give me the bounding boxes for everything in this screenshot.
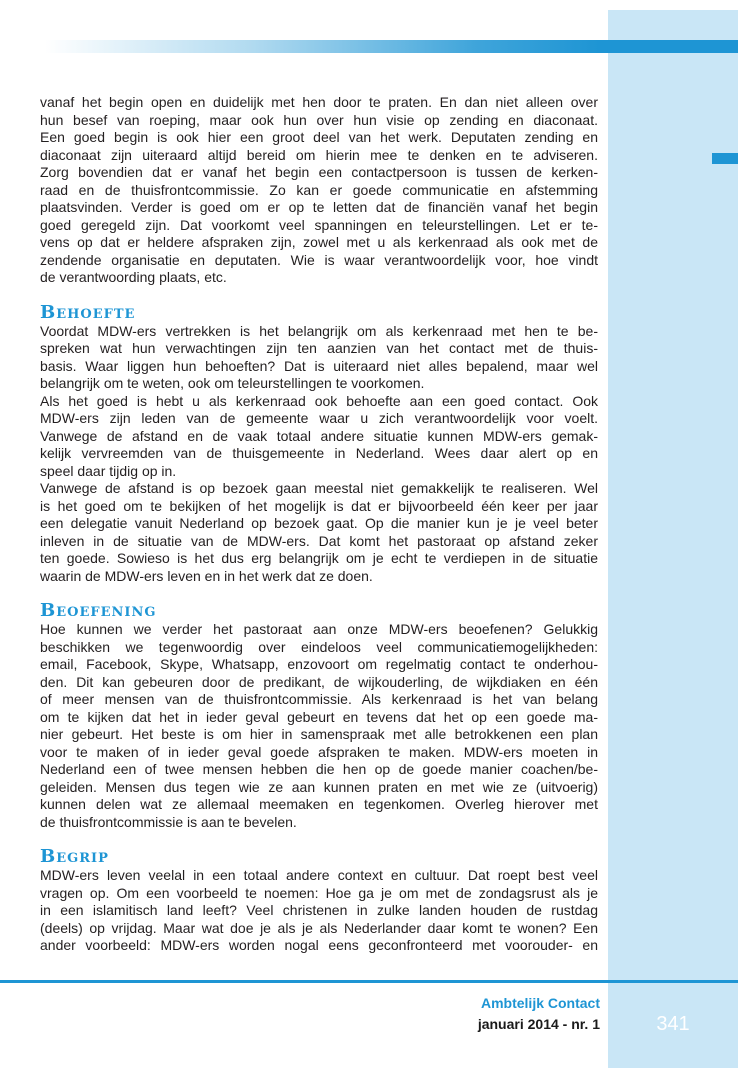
top-accent-bar [45,40,738,53]
body-line: Nederland een of twee mensen hebben die hen op de goede manier coachen/be- [40,761,598,777]
body-line: inleven in de situatie van de MDW-ers. Dat komt het pastoraat op afstand zeker [40,532,598,549]
section-heading: Behoefte [40,301,136,323]
body-line: in een islamitisch land leeft? Veel christenen in zulke landen houden de rustdag [40,902,598,918]
paragraph [40,94,598,287]
body-line: nier gebeurt. Het beste is om hier in samenspraak met alle betrokkenen een plan [40,726,598,742]
body-line: MDW-ers zijn leden van de gemeente waar u zich verantwoordelijk voor voelt. [40,410,598,426]
body-line: plaatsvinden. Verder is goed om er op te letten dat de financiën vanaf het begin [40,199,598,215]
body-line: vens op dat er heldere afspraken zijn, zowel met u als kerkenraad als ook met de [40,234,598,250]
footer-rule [0,980,738,983]
body-line: MDW-ers leven veelal in een totaal andere context en cultuur. Dat roept best veel [40,867,598,883]
margin-tab-marker [712,153,738,164]
body-line: kunnen delen wat ze allemaal meemaken en tegenkomen. Overleg hierover met [40,796,598,812]
body-line: den. Dit kan gebeuren door de predikant, de wijkouderling, de wijkdiaken en één [40,673,598,690]
body-line: om te kijken dat het in ieder geval gebeurt en tevens dat het op een goede ma- [40,708,598,725]
footer-publication-title: Ambtelijk Contact [480,995,600,1011]
body-line: ander voorbeeld: MDW-ers worden nogal eens geconfronteerd met voorouder- en [40,937,598,953]
body-line: speel daar tijdig op in. [40,462,177,479]
body-line: diaconaat zijn uiteraard altijd bereid om hierin mee te denken en te adviseren. [40,146,598,163]
body-line: Vanwege de afstand en de vaak totaal andere situatie kunnen MDW-ers gemak- [40,427,598,444]
body-line: basis. Waar liggen hun behoeften? Dat is uiteraard niet alles bepalend, maar wel [40,357,598,374]
body-line: Zorg bovendien dat er vanaf het begin een contactpersoon is tussen de kerken- [40,164,598,180]
body-line: goed geregeld zijn. Dat voorkomt veel spanningen en teleurstellingen. Let er te- [40,216,598,233]
article-body [40,94,598,955]
body-line: email, Facebook, Skype, Whatsapp, enzovoort om regelmatig contact te onderhou- [40,656,598,672]
body-line: voor te maken of in ieder geval goede afspraken te maken. MDW-ers moeten in [40,743,598,760]
section-heading: Beoefening [40,600,157,621]
body-line: een delegatie vanuit Nederland op bezoek gaat. Op die manier kun je je veel beter [40,515,598,531]
body-line: beschikken we tegenwoordig over eindeloos veel communicatiemogelijkheden: [40,638,598,655]
body-line: Voordat MDW-ers vertrekken is het belangrijk om als kerkenraad met hen te be- [40,322,598,339]
body-line: kelijk vervreemden van de thuisgemeente in Nederland. Wees daar alert op en [40,445,598,461]
body-line: waarin de MDW-ers leven en in het werk dat ze doen. [40,567,373,584]
body-line: belangrijk om te weten, ook om teleurstellingen te voorkomen. [40,375,425,391]
paragraph [40,393,598,481]
body-line: hun besef van roeping, maar ook hun over hun visie op zending en diaconaat. [40,111,598,128]
paragraph [40,480,598,585]
body-line: de verantwoording plaats, etc. [40,269,227,285]
body-line: (deels) op vrijdag. Maar wat doe je als je als Nederlander daar komt te wonen? Een [40,919,598,936]
paragraph [40,621,598,831]
body-line: geleiden. Mensen dus tegen wie ze aan kunnen praten en met wie ze (uitvoerig) [40,778,598,795]
page-number: 341 [656,1013,690,1035]
body-line: is het goed om te bekijken of het mogelijk is dat er bijvoorbeeld één keer per jaar [40,497,598,514]
body-line: zendende organisatie en deputaten. Wie is waar verantwoordelijk voor, hoe vindt [40,251,598,268]
body-line: vanaf het begin open en duidelijk met hen door te praten. En dan niet alleen over [40,94,598,110]
body-line: raad en de thuisfrontcommissie. Zo kan er goede communicatie en afstemming [40,181,598,198]
body-line: of meer mensen van de thuisfrontcommissie. Als kerkenraad is het van belang [40,691,598,707]
body-line: Vanwege de afstand is op bezoek gaan meestal niet gemakkelijk te realiseren. Wel [40,480,598,496]
paragraph [40,323,598,393]
section-heading: Begrip [40,846,109,867]
body-line: ten goede. Sowieso is het dus erg belangrijk om je echt te verdiepen in de situatie [40,550,598,566]
body-line: Een goed begin is ook hier een groot deel van het werk. Deputaten zending en [40,129,598,145]
body-line: de thuisfrontcommissie is aan te bevelen. [40,813,297,830]
paragraph [40,867,598,955]
body-line: vragen op. Om een voorbeeld te noemen: Hoe ga je om met de zondagsrust als je [40,884,598,901]
body-line: spreken wat hun verwachtingen zijn ten aanzien van het contact met de thuis- [40,340,598,356]
body-line: Hoe kunnen we verder het pastoraat aan onze MDW-ers beoefenen? Gelukkig [40,621,598,637]
body-line: Als het goed is hebt u als kerkenraad ook behoefte aan een goed contact. Ook [40,392,598,409]
margin-column [608,10,738,1068]
footer-issue: januari 2014 - nr. 1 [477,1016,600,1032]
